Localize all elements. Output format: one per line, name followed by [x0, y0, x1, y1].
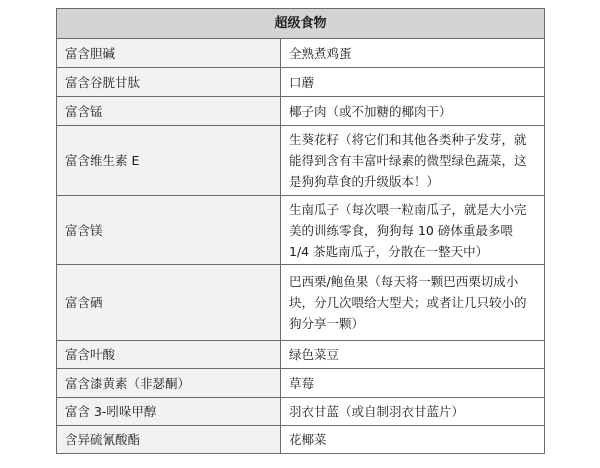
- food-cell: 椰子肉（或不加糖的椰肉干）: [281, 97, 545, 126]
- table-row: [57, 196, 545, 265]
- table-header-row: [57, 9, 545, 39]
- nutrient-cell: 富含硒: [57, 265, 281, 341]
- table-row: [57, 369, 545, 398]
- nutrient-cell: 富含谷胱甘肽: [57, 68, 281, 97]
- nutrient-cell: 富含漆黄素（非瑟酮）: [57, 369, 281, 398]
- nutrient-cell: 富含胆碱: [57, 39, 281, 68]
- table-row: [57, 68, 545, 97]
- superfood-table-container: [56, 8, 544, 454]
- nutrient-cell: 富含锰: [57, 97, 281, 126]
- superfood-table: [56, 8, 545, 454]
- nutrient-cell: 富含维生素 E: [57, 126, 281, 196]
- table-title: 超级食物: [57, 9, 545, 39]
- food-cell: 口蘑: [281, 68, 545, 97]
- food-cell: 羽衣甘蓝（或自制羽衣甘蓝片）: [281, 398, 545, 426]
- nutrient-cell: 富含镁: [57, 196, 281, 265]
- table-row: [57, 398, 545, 426]
- table-row: [57, 39, 545, 68]
- table-row: [57, 265, 545, 341]
- table-row: [57, 126, 545, 196]
- food-cell: 绿色菜豆: [281, 341, 545, 369]
- nutrient-cell: 富含 3-吲哚甲醇: [57, 398, 281, 426]
- table-row: [57, 426, 545, 454]
- food-cell: 生葵花籽（将它们和其他各类种子发芽，就能得到含有丰富叶绿素的微型绿色蔬菜，这是狗狗草食的升级版本！）: [281, 126, 545, 196]
- food-cell: 草莓: [281, 369, 545, 398]
- nutrient-cell: 含异硫氰酸酯: [57, 426, 281, 454]
- food-cell: 巴西栗/鲍鱼果（每天将一颗巴西栗切成小块，分几次喂给大型犬；或者让几只较小的狗分享一颗）: [281, 265, 545, 341]
- table-row: [57, 341, 545, 369]
- food-cell: 生南瓜子（每次喂一粒南瓜子，就是大小完美的训练零食，狗狗每 10 磅体重最多喂 1/4 茶匙南瓜子，分散在一整天中）: [281, 196, 545, 265]
- table-row: [57, 97, 545, 126]
- food-cell: 全熟煮鸡蛋: [281, 39, 545, 68]
- food-cell: 花椰菜: [281, 426, 545, 454]
- nutrient-cell: 富含叶酸: [57, 341, 281, 369]
